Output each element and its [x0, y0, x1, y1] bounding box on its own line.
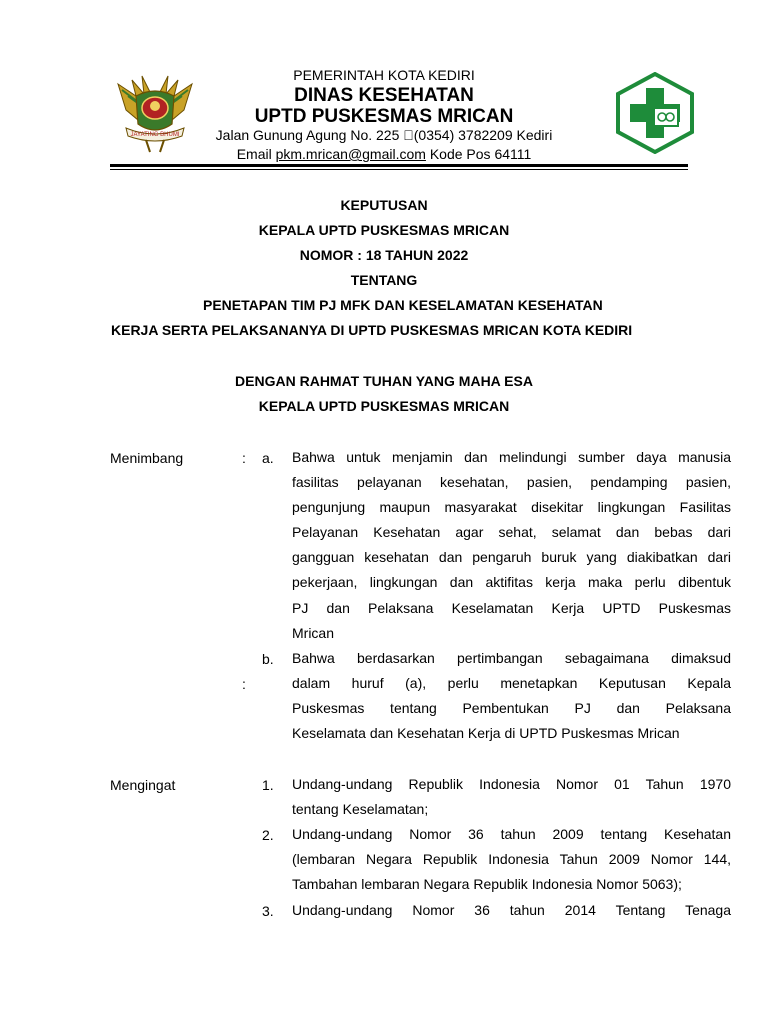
- mengingat-3-text: [292, 898, 731, 923]
- text-line: Undang-undang Nomor 36 tahun 2014 Tentang Tenaga: [292, 902, 731, 918]
- text-line: fasilitas pelayanan kesehatan, pasien, pendamping pasien,: [292, 474, 731, 491]
- issuer-repeat: KEPALA UPTD PUSKESMAS MRICAN: [258, 398, 510, 414]
- mengingat-label: Mengingat: [110, 777, 176, 793]
- menimbang-b-marker: b.: [262, 651, 274, 667]
- email-prefix: Email: [236, 146, 276, 162]
- invocation: DENGAN RAHMAT TUHAN YANG MAHA ESA: [235, 373, 533, 389]
- text-line: (lembaran Negara Republik Indonesia Tahun 2009 Nomor 144,: [292, 851, 731, 868]
- text-line: Tambahan lembaran Negara Republik Indonesia Nomor 5063);: [292, 876, 682, 893]
- email-link[interactable]: pkm.mrican@gmail.com: [275, 146, 426, 162]
- mengingat-1-marker: 1.: [262, 777, 274, 793]
- menimbang-b-colon: :: [242, 676, 246, 692]
- gov-name: PEMERINTAH KOTA KEDIRI: [293, 67, 475, 83]
- text-line: Bahwa untuk menjamin dan melindungi sumber daya manusia: [292, 449, 731, 465]
- text-line: tentang Keselamatan;: [292, 801, 429, 818]
- text-line: Puskesmas tentang Pembentukan PJ dan Pelaksana: [292, 700, 731, 717]
- text-line: gangguan kesehatan dan pengaruh buruk yang diakibatkan dari: [292, 549, 731, 566]
- decree-heading: KEPUTUSAN: [340, 197, 428, 213]
- text-line: Bahwa berdasarkan pertimbangan sebagaimana dimaksud: [292, 650, 731, 666]
- text-line: Pelayanan Kesehatan agar sehat, selamat dan bebas dari: [292, 524, 731, 541]
- decree-number: NOMOR : 18 TAHUN 2022: [299, 247, 469, 263]
- menimbang-b-text: [292, 646, 731, 746]
- text-line: dalam huruf (a), perlu menetapkan Keputusan Kepala: [292, 675, 731, 692]
- decree-issuer: KEPALA UPTD PUSKESMAS MRICAN: [258, 222, 510, 238]
- menimbang-colon: :: [242, 450, 246, 466]
- decree-subject-line1: PENETAPAN TIM PJ MFK DAN KESELAMATAN KESEHATAN: [203, 297, 603, 313]
- decree-about: TENTANG: [350, 272, 418, 288]
- menimbang-a-marker: a.: [262, 450, 274, 466]
- mengingat-3-marker: 3.: [262, 903, 274, 919]
- text-line: Mrican: [292, 624, 335, 641]
- contact-line: [0, 146, 768, 162]
- text-line: Undang-undang Republik Indonesia Nomor 01 Tahun 1970: [292, 776, 731, 792]
- text-line: Undang-undang Nomor 36 tahun 2009 tentang Kesehatan: [292, 826, 731, 842]
- text-line: pengunjung maupun masyarakat disekitar lingkungan Fasilitas: [292, 499, 731, 516]
- menimbang-a-text: [292, 445, 731, 646]
- postcode: Kode Pos 64111: [425, 146, 532, 162]
- letterhead-rule-thick: [110, 164, 688, 167]
- seal-motto: JAYATING BHUMI: [130, 132, 180, 138]
- text-line: Keselamata dan Kesehatan Kerja di UPTD Puskesmas Mrican: [292, 725, 680, 742]
- mengingat-1-text: [292, 772, 731, 822]
- mengingat-2-marker: 2.: [262, 827, 274, 843]
- agency-name: DINAS KESEHATAN: [294, 85, 474, 106]
- text-line: PJ dan Pelaksana Keselamatan Kerja UPTD Puskesmas: [292, 599, 731, 616]
- decree-subject-line2: KERJA SERTA PELAKSANANYA DI UPTD PUSKESMAS MRICAN KOTA KEDIRI: [111, 322, 633, 338]
- office-name: UPTD PUSKESMAS MRICAN: [254, 106, 514, 127]
- letterhead-rule-thin: [110, 169, 688, 170]
- mengingat-2-text: [292, 822, 731, 897]
- menimbang-label: Menimbang: [110, 450, 184, 466]
- office-address: Jalan Gunung Agung No. 225  (0354) 3782209 Kediri: [215, 127, 553, 143]
- text-line: pekerjaan, lingkungan dan aktifitas kerja maka perlu dibentuk: [292, 574, 731, 591]
